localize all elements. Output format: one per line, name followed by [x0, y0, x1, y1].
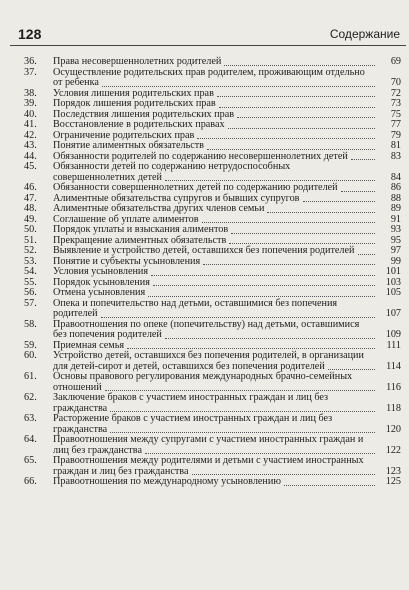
dot-leader — [101, 317, 375, 318]
toc-entry — [0, 68, 409, 89]
toc-entry — [0, 162, 409, 183]
toc-entry-number: 49. — [24, 213, 37, 225]
toc-entry-page: 122 — [385, 444, 401, 456]
toc-entry-number: 50. — [24, 224, 37, 235]
toc-entry-number: 37. — [24, 66, 37, 78]
toc-entry-title: Осуществление родительских прав родителем, проживающим отдельно от ребенка — [53, 66, 365, 88]
toc-entry-page: 99 — [390, 255, 401, 267]
toc-entry-page: 95 — [390, 234, 401, 246]
toc-entry-title: Приемная семья — [53, 339, 125, 351]
dot-leader — [151, 275, 375, 276]
toc-entry-number: 44. — [24, 150, 37, 162]
toc-entry — [0, 183, 409, 194]
dot-leader — [341, 191, 375, 192]
toc-entry — [0, 57, 409, 68]
dot-leader — [231, 233, 375, 234]
toc-entry-title: Права несовершеннолетних родителей — [53, 56, 222, 67]
toc-entry-page: 81 — [390, 140, 401, 151]
toc-entry — [0, 267, 409, 278]
toc-entry-number: 42. — [24, 129, 37, 141]
toc-entry-page: 123 — [385, 465, 401, 477]
toc-entry-page: 101 — [385, 266, 401, 277]
toc-entry-page: 69 — [390, 56, 401, 67]
toc-entry-number: 60. — [24, 350, 37, 361]
toc-entry-title: Основы правового регулирования международных брачно-семейных отношений — [53, 371, 353, 393]
toc-entry-page: 109 — [385, 329, 401, 340]
toc-entry-title: Алиментные обязательства других членов семьи — [53, 203, 265, 214]
toc-entry — [0, 393, 409, 414]
toc-entry-page: 86 — [390, 182, 401, 193]
dot-leader — [192, 474, 376, 475]
toc-entry-title: Порядок лишения родительских прав — [53, 98, 216, 109]
toc-entry — [0, 120, 409, 131]
toc-entry — [0, 99, 409, 110]
toc-entry-number: 47. — [24, 192, 37, 204]
toc-entry-title: Соглашение об уплате алиментов — [53, 213, 199, 225]
toc-entry-title: Заключение браков с участием иностранных граждан и лиц без гражданства — [53, 392, 329, 414]
toc-entry-title: Обязанности родителей по содержанию несовершеннолетних детей — [53, 150, 348, 162]
page-header — [10, 24, 400, 44]
toc-entry-page: 111 — [386, 339, 401, 351]
toc-entry-page: 83 — [390, 150, 401, 162]
toc-entry — [0, 435, 409, 456]
dot-leader — [105, 390, 375, 391]
toc-entry — [0, 288, 409, 299]
toc-entry-title: Обязанности детей по содержанию нетрудоспособных совершеннолетних детей — [53, 161, 291, 183]
toc-entry-number: 55. — [24, 276, 37, 288]
toc-entry-page: 91 — [390, 213, 401, 225]
toc-entry-title: Понятие алиментных обязательств — [53, 140, 204, 151]
toc-entry-number: 54. — [24, 266, 37, 277]
toc-entry-page: 118 — [386, 402, 401, 414]
toc-entry-title: Отмена усыновления — [53, 287, 146, 298]
toc-entry-number: 45. — [24, 161, 37, 172]
dot-leader — [102, 86, 375, 87]
dot-leader — [207, 149, 375, 150]
toc-entry-title: Условия лишения родительских прав — [53, 87, 214, 99]
toc-entry-number: 40. — [24, 108, 37, 120]
toc-entry-number: 43. — [24, 140, 37, 151]
toc-entry-page: 77 — [390, 119, 401, 130]
toc-entry — [0, 414, 409, 435]
toc-entry-page: 79 — [390, 129, 401, 141]
toc-entry-number: 36. — [24, 56, 37, 67]
dot-leader — [229, 243, 375, 244]
toc-entry-title: Правоотношения между родителями и детьми с участием иностранных граждан и лиц без гражданства — [53, 455, 364, 477]
dot-leader — [284, 485, 375, 486]
toc-entry-page: 89 — [390, 203, 401, 214]
toc-entry-page: 88 — [390, 192, 401, 204]
dot-leader — [358, 254, 376, 255]
toc-entry — [0, 299, 409, 320]
toc-entry-number: 58. — [24, 318, 37, 330]
toc-entry-page: 116 — [386, 381, 401, 393]
toc-entry — [0, 320, 409, 341]
dot-leader — [351, 159, 375, 160]
dot-leader — [328, 369, 375, 370]
dot-leader — [228, 128, 375, 129]
toc-entry-title: Расторжение браков с участием иностранных граждан и лиц без гражданства — [53, 413, 333, 435]
table-of-contents — [0, 57, 409, 488]
toc-entry-number: 56. — [24, 287, 37, 298]
dot-leader — [217, 96, 375, 97]
toc-entry-number: 61. — [24, 371, 37, 382]
toc-entry-title: Устройство детей, оставшихся без попечения родителей, в организации для детей-сирот и детей, оставшихся без попечения родителей — [53, 350, 364, 372]
toc-entry-page: 107 — [385, 308, 401, 319]
toc-entry-title: Правоотношения по опеке (попечительству) над детьми, оставшимися без попечения родителей — [53, 318, 360, 340]
dot-leader — [203, 264, 375, 265]
toc-entry-page: 120 — [385, 423, 401, 435]
toc-entry-number: 51. — [24, 234, 37, 246]
toc-entry-title: Порядок усыновления — [53, 276, 150, 288]
toc-entry-number: 64. — [24, 434, 37, 445]
toc-entry-title: Восстановление в родительских правах — [53, 119, 225, 130]
toc-entry-title: Обязанности совершеннолетних детей по содержанию родителей — [53, 182, 338, 193]
toc-entry-page: 73 — [390, 98, 401, 109]
toc-entry-page: 114 — [386, 360, 401, 372]
toc-entry-page: 72 — [390, 87, 401, 99]
toc-entry-number: 46. — [24, 182, 37, 193]
dot-leader — [145, 453, 375, 454]
toc-entry-number: 62. — [24, 392, 37, 403]
toc-entry-title: Опека и попечительство над детьми, оставшимися без попечения родителей — [53, 297, 338, 319]
toc-entry — [0, 204, 409, 215]
dot-leader — [202, 222, 375, 223]
toc-entry-title: Правоотношения между супругами с участием иностранных граждан и лиц без гражданства — [53, 434, 364, 456]
section-title: Содержание — [329, 27, 400, 41]
toc-entry-title: Алиментные обязательства супругов и бывших супругов — [53, 192, 300, 204]
dot-leader — [197, 138, 375, 139]
toc-entry-number: 41. — [24, 119, 37, 130]
toc-entry — [0, 225, 409, 236]
toc-entry-title: Правоотношения по международному усыновлению — [53, 476, 281, 487]
toc-entry-number: 65. — [24, 455, 37, 466]
dot-leader — [127, 348, 375, 349]
dot-leader — [237, 117, 375, 118]
dot-leader — [165, 180, 375, 181]
toc-entry-number: 63. — [24, 413, 37, 424]
dot-leader — [148, 296, 375, 297]
toc-entry-number: 39. — [24, 98, 37, 109]
toc-entry-title: Выявление и устройство детей, оставшихся без попечения родителей — [53, 245, 355, 256]
toc-entry — [0, 351, 409, 372]
toc-entry-number: 59. — [24, 339, 37, 351]
dot-leader — [224, 65, 375, 66]
toc-entry-title: Последствия лишения родительских прав — [53, 108, 235, 120]
toc-entry-number: 38. — [24, 87, 37, 99]
toc-entry-title: Условия усыновления — [53, 266, 149, 277]
toc-entry-page: 125 — [385, 476, 401, 487]
toc-entry-page: 97 — [390, 245, 401, 256]
toc-entry-page: 103 — [385, 276, 401, 288]
toc-entry — [0, 456, 409, 477]
toc-entry-page: 75 — [390, 108, 401, 120]
dot-leader — [267, 212, 375, 213]
toc-entry — [0, 477, 409, 488]
dot-leader — [165, 338, 375, 339]
header-rule — [10, 45, 406, 46]
toc-entry-title: Порядок уплаты и взыскания алиментов — [53, 224, 229, 235]
toc-entry-number: 53. — [24, 255, 37, 267]
dot-leader — [110, 432, 375, 433]
toc-entry-page: 70 — [390, 77, 401, 88]
toc-entry-title: Понятие и субъекты усыновления — [53, 255, 201, 267]
toc-entry — [0, 372, 409, 393]
toc-entry-title: Ограничение родительских прав — [53, 129, 195, 141]
toc-entry-page: 93 — [390, 224, 401, 235]
toc-entry-title: Прекращение алиментных обязательств — [53, 234, 227, 246]
toc-entry-page: 105 — [385, 287, 401, 298]
toc-entry-number: 52. — [24, 245, 37, 256]
toc-entry-page: 84 — [390, 171, 401, 183]
dot-leader — [110, 411, 375, 412]
toc-entry-number: 66. — [24, 476, 37, 487]
page-number: 128 — [18, 26, 42, 42]
toc-entry-number: 48. — [24, 203, 37, 214]
dot-leader — [303, 201, 376, 202]
toc-entry — [0, 246, 409, 257]
dot-leader — [153, 285, 375, 286]
toc-entry-number: 57. — [24, 297, 37, 309]
toc-entry — [0, 141, 409, 152]
dot-leader — [219, 107, 375, 108]
